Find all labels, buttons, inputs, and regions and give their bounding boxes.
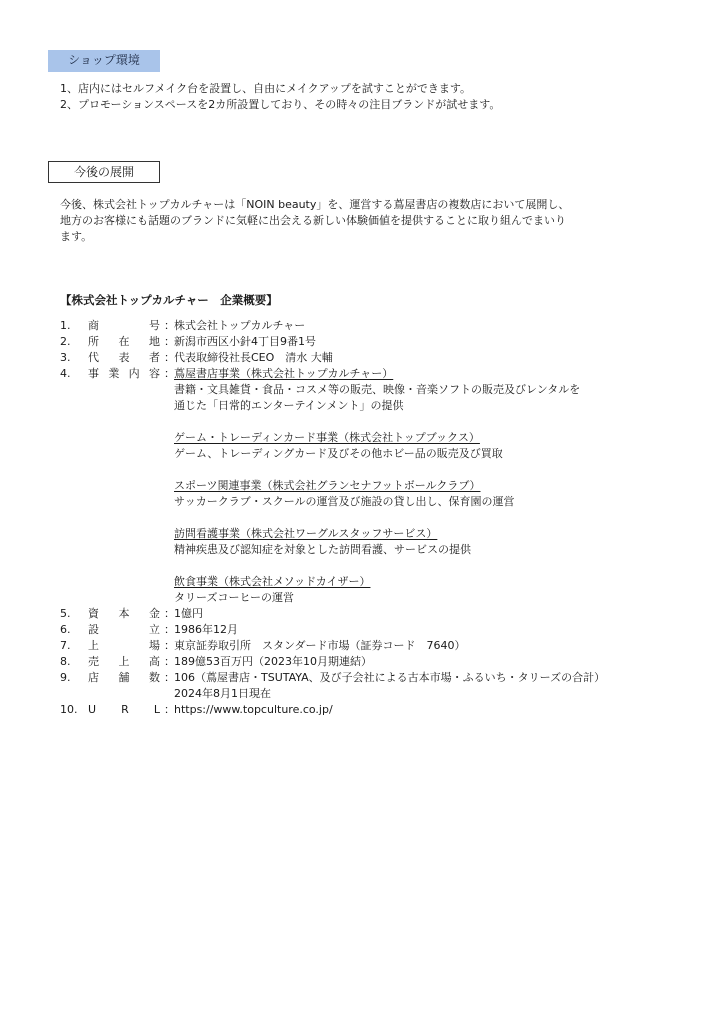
row-number: 1.	[60, 319, 71, 332]
business-head: スポーツ関連事業（株式会社グランセナフットボールクラブ）	[174, 479, 481, 492]
row-label: 店 舗 数	[88, 671, 160, 684]
row-label: 売 上 高	[88, 655, 160, 668]
row-label: U R L	[88, 703, 160, 716]
business-head: 訪問看護事業（株式会社ワーグルスタッフサービス）	[174, 527, 438, 540]
future-paragraph	[60, 197, 680, 245]
business-desc: 書籍・文具雑貨・食品・コスメ等の販売、映像・音楽ソフトの販売及びレンタルを	[174, 383, 581, 396]
row-value: 蔦屋書店事業（株式会社トップカルチャー）	[174, 367, 394, 380]
business-desc: サッカークラブ・スクールの運営及び施設の貸し出し、保育園の運営	[174, 495, 515, 508]
future-line: 今後、株式会社トップカルチャーは「NOIN beauty」を、運営する蔦屋書店の複数店において展開し、	[60, 198, 570, 211]
future-line: ます。	[60, 230, 93, 243]
shop-env-heading: ショップ環境	[48, 50, 160, 72]
store-date: 2024年8月1日現在	[174, 687, 271, 700]
overview-title: 【株式会社トップカルチャー 企業概要】	[60, 293, 278, 307]
business-desc: タリーズコーヒーの運営	[174, 591, 295, 604]
row-label: 資 本 金	[88, 607, 160, 620]
row-label: 代 表 者	[88, 351, 160, 364]
row-label: 所 在 地	[88, 335, 160, 348]
business-desc: 通じた「日常的エンターテインメント」の提供	[174, 399, 404, 412]
shop-env-item: 2、プロモーションスペースを2カ所設置しており、その時々の注目ブランドが試せます。	[60, 98, 501, 111]
row-value: 1986年12月	[174, 623, 238, 636]
row-value: 新潟市西区小針4丁目9番1号	[174, 335, 316, 348]
shop-env-item: 1、店内にはセルフメイク台を設置し、自由にメイクアップを試すことができます。	[60, 82, 472, 95]
row-colon: ：	[164, 319, 175, 332]
business-head: ゲーム・トレーディンカード事業（株式会社トップブックス）	[174, 431, 480, 444]
row-value: 東京証券取引所 スタンダード市場（証券コード 7640）	[174, 639, 466, 652]
row-value: 代表取締役社長CEO 清水 大輔	[174, 351, 333, 364]
row-value: 106（蔦屋書店・TSUTAYA、及び子会社による古本市場・ふるいち・タリーズの合計）	[174, 671, 606, 684]
row-value: 189億53百万円（2023年10月期連結）	[174, 655, 372, 668]
future-line: 地方のお客様にも話題のブランドに気軽に出会える新しい体験価値を提供することに取り組んでまいり	[60, 214, 566, 227]
business-head: 飲食事業（株式会社メソッドカイザー）	[174, 575, 371, 588]
row-value: 株式会社トップカルチャー	[174, 319, 306, 332]
row-value: 1億円	[174, 607, 203, 620]
row-label: 商 号	[88, 319, 160, 332]
future-heading: 今後の展開	[48, 161, 160, 183]
business-desc: ゲーム、トレーディングカード及びその他ホビー品の販売及び買取	[174, 447, 503, 460]
row-label: 事 業 内 容	[88, 367, 160, 380]
company-url-link[interactable]: https://www.topculture.co.jp/	[174, 703, 333, 716]
business-desc: 精神疾患及び認知症を対象とした訪問看護、サービスの提供	[174, 543, 471, 556]
row-label: 上 場	[88, 639, 160, 652]
row-label: 設 立	[88, 623, 160, 636]
